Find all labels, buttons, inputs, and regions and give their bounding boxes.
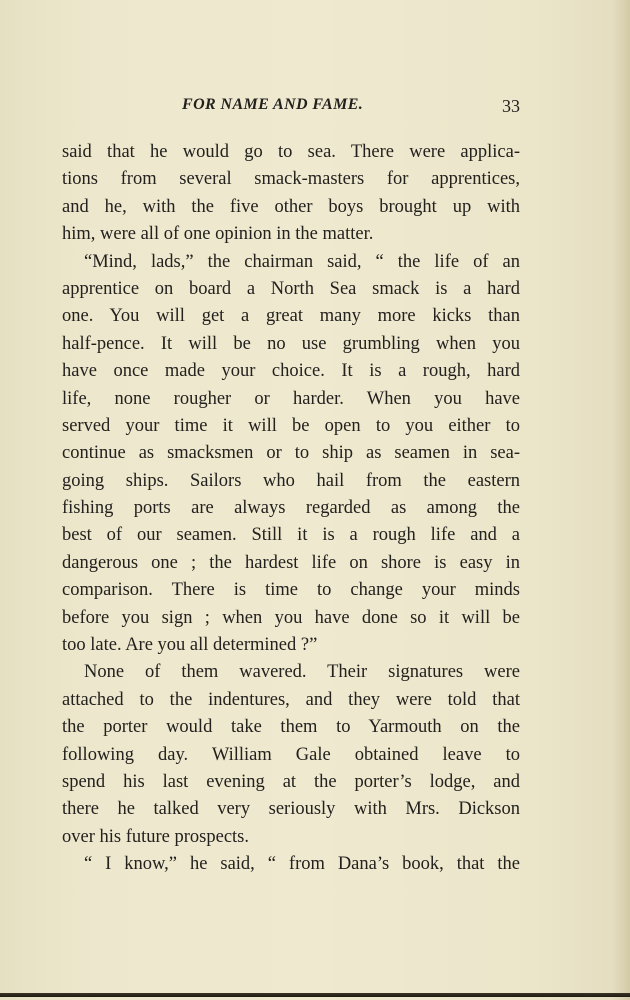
page-number: 33 xyxy=(502,96,520,116)
text-line: life, none rougher or harder. When you have xyxy=(62,388,520,409)
text-line: fishing ports are always regarded as among the xyxy=(62,498,520,519)
text-line: continue as smacksmen or to ship as seamen in sea- xyxy=(62,443,520,464)
text-line: half-pence. It will be no use grumbling when you xyxy=(62,333,520,354)
text-line: spend his last evening at the porter’s lodge, and xyxy=(62,771,520,792)
page-edge-shading xyxy=(612,0,630,1000)
text-line: one. You will get a great many more kicks than xyxy=(62,306,520,327)
running-title: FOR NAME AND FAME. xyxy=(182,96,364,113)
text-line: None of them wavered. Their signatures were xyxy=(84,662,520,683)
text-line: best of our seamen. Still it is a rough life and a xyxy=(62,525,520,546)
text-line: going ships. Sailors who hail from the eastern xyxy=(62,470,520,491)
text-line: the porter would take them to Yarmouth on the xyxy=(62,717,520,738)
text-line: tions from several smack-masters for apprentices, xyxy=(62,169,520,190)
text-line: over his future prospects. xyxy=(62,826,250,847)
text-line: following day. William Gale obtained leave to xyxy=(62,744,520,765)
text-line: “ I know,” he said, “ from Dana’s book, that the xyxy=(84,854,520,875)
text-line: attached to the indentures, and they were told that xyxy=(62,689,520,710)
text-line: have once made your choice. It is a rough, hard xyxy=(62,361,520,382)
text-line: and he, with the five other boys brought up with xyxy=(62,196,520,217)
text-line: comparison. There is time to change your minds xyxy=(62,580,520,601)
text-line: dangerous one ; the hardest life on shore is easy in xyxy=(62,552,520,573)
text-line: served your time it will be open to you either to xyxy=(62,415,520,436)
bottom-border xyxy=(0,993,630,997)
text-line: too late. Are you all determined ?” xyxy=(62,635,318,656)
page-header xyxy=(62,96,520,122)
body-text xyxy=(62,139,520,879)
text-line: him, were all of one opinion in the matter. xyxy=(62,224,374,245)
text-line: before you sign ; when you have done so it will be xyxy=(62,607,520,628)
text-line: apprentice on board a North Sea smack is a hard xyxy=(62,278,520,299)
text-line: there he talked very seriously with Mrs. Dickson xyxy=(62,799,520,820)
text-line: “Mind, lads,” the chairman said, “ the life of an xyxy=(84,251,520,272)
text-line: said that he would go to sea. There were applica- xyxy=(62,142,520,162)
